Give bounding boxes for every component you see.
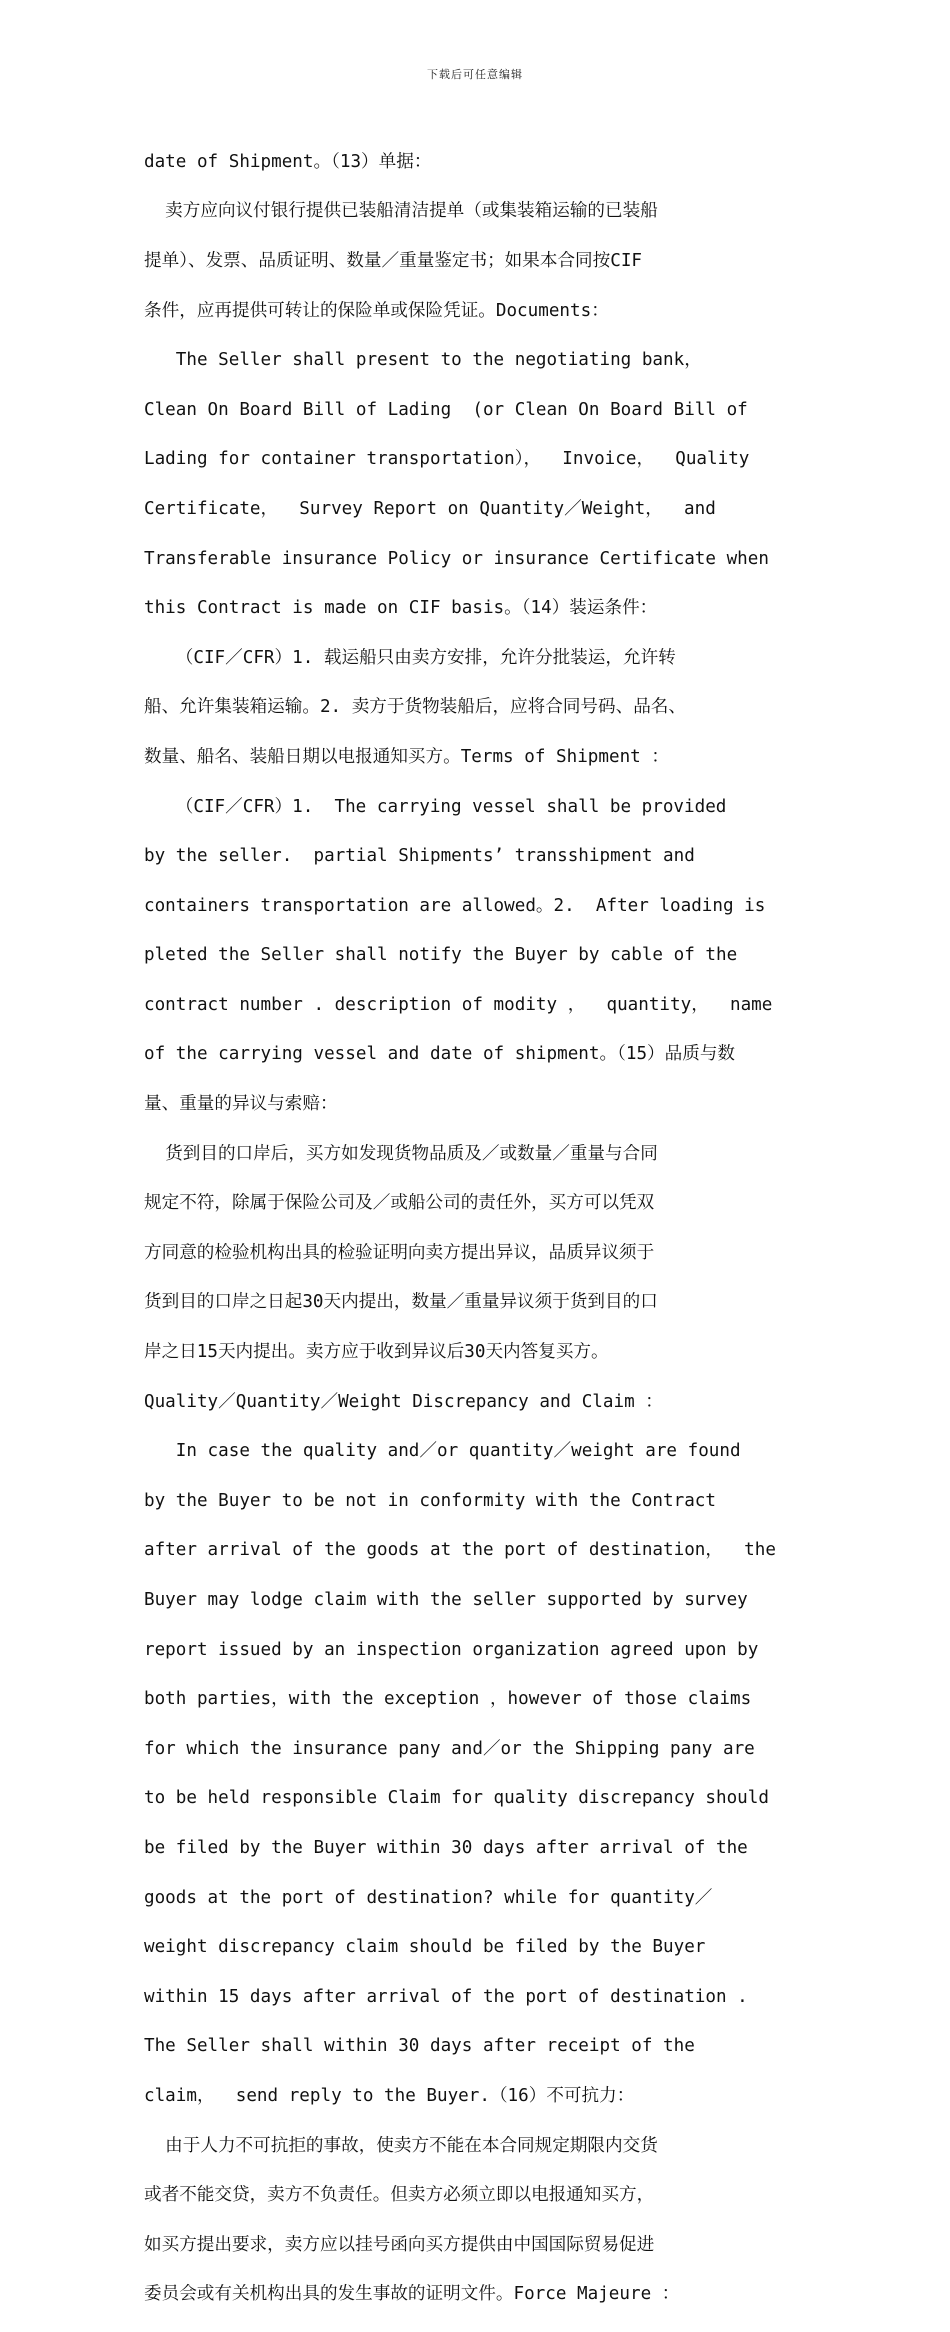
- text-line: 量、重量的异议与索赔：: [144, 1094, 338, 1115]
- text-line: In case the quality and／or quantity／weight are found: [144, 1441, 741, 1462]
- text-line: within 15 days after arrival of the port of destination .: [144, 1986, 748, 2007]
- text-line: 规定不符，除属于保险公司及／或船公司的责任外，买方可以凭双: [144, 1193, 655, 1214]
- text-line: The Seller shall present to the negotiating bank，: [144, 350, 702, 371]
- document-body: [144, 125, 820, 2332]
- text-line: date of Shipment。（13）单据：: [144, 151, 432, 172]
- text-line: by the seller. partial Shipments’ transshipment and: [144, 846, 695, 867]
- text-line: by the Buyer to be not in conformity with the Contract: [144, 1490, 716, 1511]
- text-line: 方同意的检验机构出具的检验证明向卖方提出异议，品质异议须于: [144, 1242, 655, 1263]
- text-line: 由于人力不可抗拒的事故，使卖方不能在本合同规定期限内交货: [144, 2135, 658, 2156]
- text-line: 货到目的口岸之日起30天内提出，数量／重量异议须于货到目的口: [144, 1292, 658, 1313]
- text-line: Certificate， Survey Report on Quantity／Weight， and: [144, 498, 716, 519]
- text-line: Clean On Board Bill of Lading (or Clean On Board Bill of: [144, 399, 748, 420]
- text-line: The Seller shall within 30 days after receipt of the: [144, 2036, 695, 2057]
- text-line: 提单）、发票、品质证明、数量／重量鉴定书；如果本合同按CIF: [144, 250, 643, 271]
- text-line: 委员会或有关机构出具的发生事故的证明文件。Force Majeure ：: [144, 2284, 680, 2305]
- text-line: pleted the Seller shall notify the Buyer by cable of the: [144, 945, 738, 966]
- text-line: 条件，应再提供可转让的保险单或保险凭证。Documents：: [144, 300, 609, 321]
- text-line: report issued by an inspection organization agreed upon by: [144, 1639, 759, 1660]
- text-line: 数量、船名、装船日期以电报通知买方。Terms of Shipment ：: [144, 746, 669, 767]
- text-line: after arrival of the goods at the port of destination， the: [144, 1540, 776, 1561]
- page-header: 下载后可任意编辑: [427, 68, 523, 81]
- text-line: Quality／Quantity／Weight Discrepancy and Claim ：: [144, 1391, 663, 1412]
- text-line: 船、允许集装箱运输。2. 卖方于货物装船后，应将合同号码、品名、: [144, 697, 686, 718]
- text-line: 货到目的口岸后，买方如发现货物品质及／或数量／重量与合同: [144, 1143, 658, 1164]
- text-line: containers transportation are allowed。2. After loading is: [144, 895, 766, 916]
- text-line: claim， send reply to the Buyer.（16）不可抗力：: [144, 2085, 635, 2106]
- text-line: weight discrepancy claim should be filed by the Buyer: [144, 1937, 706, 1958]
- text-line: contract number . description of modity ， quantity， name: [144, 994, 773, 1015]
- text-line: 卖方应向议付银行提供已装船清洁提单（或集装箱运输的已装船: [144, 201, 658, 222]
- text-line: （CIF／CFR）1. 载运船只由卖方安排，允许分批装运，允许转: [144, 647, 676, 668]
- text-line: this Contract is made on CIF basis。（14）装运条件：: [144, 598, 658, 619]
- text-line: for which the insurance pany and／or the Shipping pany are: [144, 1738, 755, 1759]
- text-line: of the carrying vessel and date of shipment。（15）品质与数: [144, 1044, 736, 1065]
- text-line: to be held responsible Claim for quality discrepancy should: [144, 1788, 769, 1809]
- text-line: Lading for container transportation）， Invoice， Quality: [144, 449, 750, 470]
- text-line: be filed by the Buyer within 30 days after arrival of the: [144, 1837, 748, 1858]
- text-line: Transferable insurance Policy or insurance Certificate when: [144, 548, 769, 569]
- text-line: Buyer may lodge claim with the seller supported by survey: [144, 1590, 748, 1611]
- text-line: both parties，with the exception ，however of those claims: [144, 1689, 752, 1710]
- text-line: goods at the port of destination? while for quantity／: [144, 1887, 713, 1908]
- text-line: 或者不能交贷，卖方不负责任。但卖方必须立即以电报通知买方，: [144, 2185, 655, 2206]
- text-line: 岸之日15天内提出。卖方应于收到异议后30天内答复买方。: [144, 1342, 609, 1363]
- text-line: （CIF／CFR）1. The carrying vessel shall be provided: [144, 796, 727, 817]
- text-line: 如买方提出要求，卖方应以挂号函向买方提供由中国国际贸易促进: [144, 2234, 655, 2255]
